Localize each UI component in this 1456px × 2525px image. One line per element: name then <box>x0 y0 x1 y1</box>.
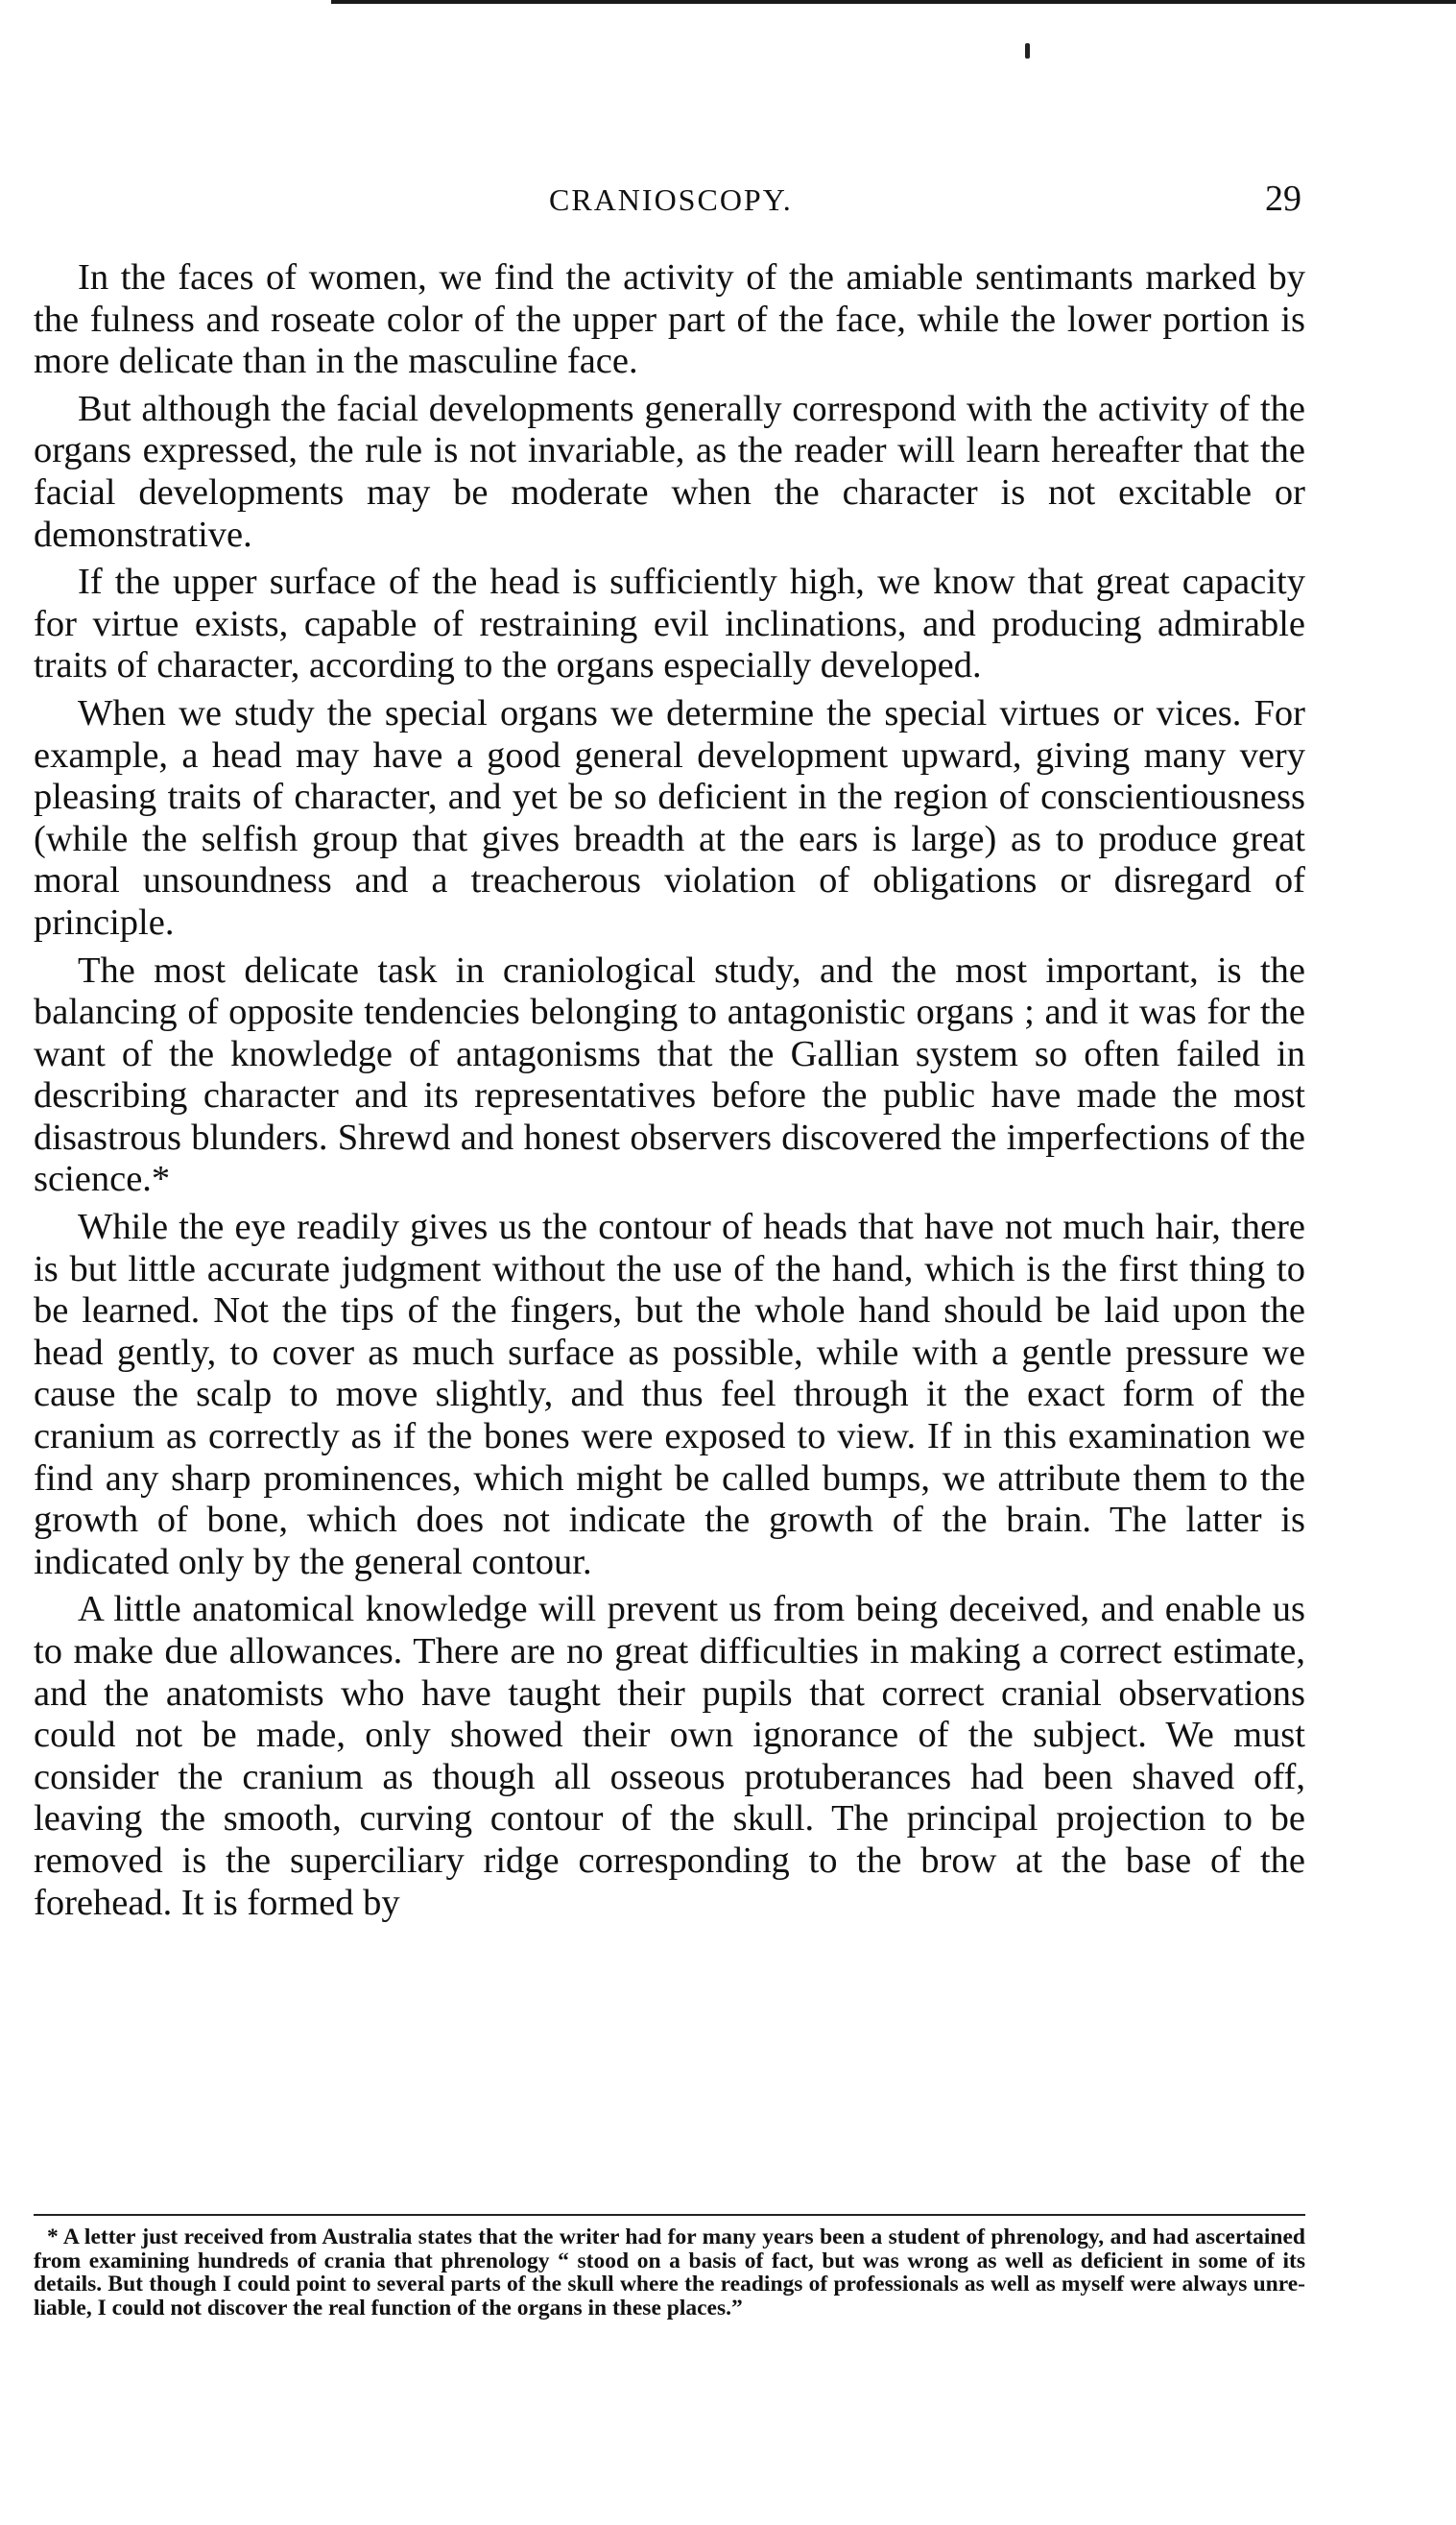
footnote-rule <box>34 2214 1305 2216</box>
ink-speck <box>1025 43 1030 59</box>
paragraph-6: While the eye readily gives us the contour of heads that have not much hair, there is but little accurate judgment without the use of the hand, which is the first thing to be learned. Not the tips of the fingers, but the whole hand should be laid upon the head gently, to cover as much surface as possible, while with a gentle pressure we cause the scalp to move slightly, and thus feel through it the exact form of the cranium as correctly as if the bones were exposed to view. If in this examination we find any sharp prominences, which might be called bumps, we attribute them to the growth of bone, which does not indicate the growth of the brain. The latter is indicated only by the general contour. <box>34 1207 1305 1582</box>
running-title: CRANIOSCOPY. <box>549 182 793 217</box>
paragraph-3: If the upper surface of the head is sufficiently high, we know that great capacity for virtue exists, capable of restraining evil inclinations, and producing admirable traits of character, according to the organs especially developed. <box>34 562 1305 686</box>
paragraph-5: The most delicate task in craniological study, and the most important, is the balancing of opposite tendencies belonging to antagonistic organs ; and it was for the want of the knowledge of antagonisms that the Gallian system so often failed in describing character and its representatives before the public have made the most disastrous blunders. Shrewd and honest observers discovered the imperfections of the science.* <box>34 950 1305 1200</box>
paragraph-4: When we study the special organs we determine the special virtues or vices. For example, a head may have a good general development upward, giving many very pleasing traits of character, and yet be so deficient in the region of conscientiousness (while the selfish group that gives breadth at the ears is large) as to produce great moral unsoundness and a treacherous violation of obligations or disregard of principle. <box>34 692 1305 943</box>
running-head <box>0 180 1456 228</box>
body-text <box>34 257 1305 1930</box>
page-number: 29 <box>1265 179 1301 219</box>
paragraph-1: In the faces of women, we find the activity of the amiable sentimants marked by the fulness and roseate color of the upper part of the face, while the lower portion is more delicate than in the masculine face. <box>34 257 1305 382</box>
paragraph-7: A little anatomical knowledge will prevent us from being deceived, and enable us to make due allowances. There are no great difficulties in making a correct estimate, and the anatomists who have taught their pupils that correct cranial observations could not be made, only showed their own ignorance of the subject. We must consider the cranium as though all osseous protuberances had been shaved off, leaving the smooth, curving contour of the skull. The principal projection to be removed is the superciliary ridge corresponding to the brow at the base of the forehead. It is formed by <box>34 1589 1305 1923</box>
top-edge-rule <box>331 0 1456 4</box>
footnote: * A letter just received from Australia states that the writer had for many years been a student of phrenology, and had ascertained from examining hundreds of crania that phrenology “ stood on a basis of fact, but was wrong as well as deficient in some of its details. But though I could point to several parts of the skull where the readings of professionals as well as myself were always unreliable, I could not discover the real function of the organs in these places.” <box>34 2224 1305 2321</box>
paragraph-2: But although the facial developments generally correspond with the activity of the organs expressed, the rule is not invariable, as the reader will learn hereafter that the facial developments may be moderate when the character is not excitable or demonstrative. <box>34 388 1305 555</box>
